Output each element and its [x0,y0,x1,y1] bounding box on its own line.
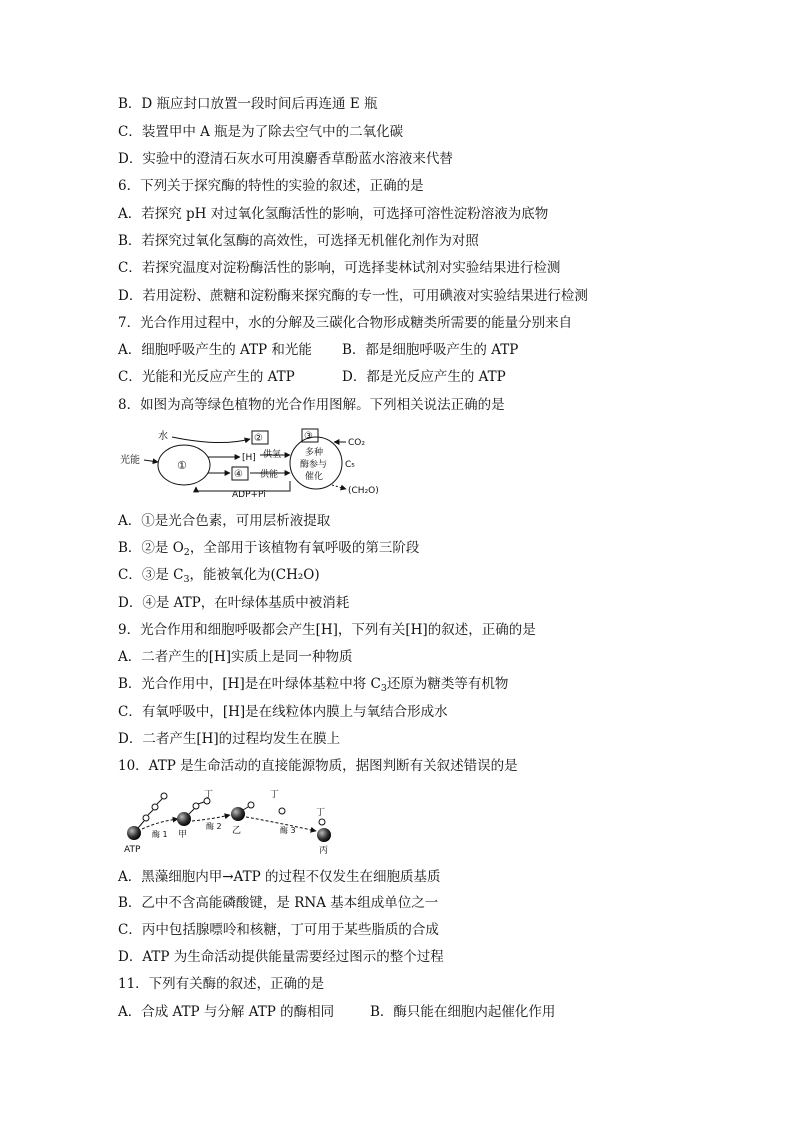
label-enz1: 多种 [305,448,324,458]
label-water: 水 [158,431,168,442]
q7-option-d: D．都是光反应产生的 ATP [342,369,506,385]
label-h: [H] [242,453,256,463]
atp-bond-1 [138,821,144,828]
q11-stem: 11．下列有关酶的叙述，正确的是 [118,976,325,992]
label-adp: ADP+Pi [232,490,266,499]
q6-option-b: B．若探究过氧化氢酶的高效性，可选择无机催化剂作为对照 [118,233,479,249]
label-supply-h: 供氢 [263,450,282,460]
q8-stem: 8．如图为高等绿色植物的光合作用图解。下列相关说法正确的是 [118,397,505,413]
yi-phosphate-1 [248,802,254,808]
label-supply-e: 供能 [260,470,279,480]
label-b2: ② [254,433,263,444]
atp-bond-3 [157,799,162,804]
label-ch2o: (CH₂O) [348,486,379,496]
q8-c-pre: C．③是 C [118,567,184,583]
q6-option-a: A．若探究 pH 对过氧化氢酶活性的影响，可选择可溶性淀粉溶液为底物 [118,206,549,222]
q11-option-a: A．合成 ATP 与分解 ATP 的酶相同 [118,1004,335,1020]
q7-option-b: B．都是细胞呼吸产生的 ATP [342,342,519,358]
q8-c-sub: 3 [183,574,190,585]
label-yi: 乙 [232,826,242,836]
q7-option-a: A．细胞呼吸产生的 ATP 和光能 [118,342,312,358]
label-enz1: 酶 1 [152,830,168,839]
q9-option-a: A．二者产生的[H]实质上是同一种物质 [118,649,353,665]
arrow-light [144,460,158,462]
q7-options-row1 [118,341,519,359]
label-c1: ① [177,459,187,472]
atp-ball [127,826,141,840]
arrow-enz2 [192,815,230,821]
q9-option-d: D．二者产生[H]的过程均发生在膜上 [118,731,341,747]
q10-option-b: B．乙中不含高能磷酸键，是 RNA 基本组成单位之一 [118,895,439,911]
label-co2: CO₂ [348,438,365,448]
bing-ball [317,828,331,842]
label-b4: ④ [234,469,243,480]
photosynthesis-diagram [120,425,382,499]
jia-bond-2 [198,802,204,804]
arrow-ch2o [332,485,346,489]
q5-option-b: B．D 瓶应封口放置一段时间后再连通 E 瓶 [118,96,378,112]
q7-stem: 7．光合作用过程中，水的分解及三碳化合物形成糖类所需要的能量分别来自 [118,315,573,331]
q8-b-sub: 2 [183,547,190,558]
q11-options-row1 [118,1003,556,1021]
atp-phosphate-3 [161,793,167,799]
jia-ball [177,812,191,826]
label-bing: 丙 [319,846,329,856]
arrow-water [172,437,250,443]
ding-phosphate [279,808,285,814]
q11-option-b: B．酶只能在细胞内起催化作用 [370,1004,556,1020]
q8-b-pre: B．②是 O [118,540,184,556]
label-b3: ③ [304,431,313,442]
label-enz2: 酶参与 [300,460,328,470]
q8-b-post: ，全部用于该植物有氧呼吸的第三阶段 [189,540,420,556]
q6-option-d: D．若用淀粉、蔗糖和淀粉酶来探究酶的专一性，可用碘液对实验结果进行检测 [118,288,588,304]
q9-option-c: C．有氧呼吸中，[H]是在线粒体内膜上与氧结合形成水 [118,704,448,720]
q8-option-b [118,539,419,562]
label-ding-1: 丁 [204,790,214,800]
label-ding-2: 丁 [270,790,280,800]
label-ding-3: 丁 [316,808,326,818]
yi-bond-1 [243,807,248,810]
q6-stem: 6．下列关于探究酶的特性的实验的叙述，正确的是 [118,178,424,194]
label-light: 光能 [120,455,140,466]
q10-option-a: A．黑藻细胞内甲→ATP 的过程不仅发生在细胞质基质 [118,869,441,885]
q9-b-pre: B．光合作用中，[H]是在叶绿体基粒中将 C [118,676,381,692]
q5-option-c: C．装置甲中 A 瓶是为了除去空气中的二氧化碳 [118,124,404,140]
q8-option-d: D．④是 ATP，在叶绿体基质中被消耗 [118,595,350,611]
label-enz3: 酶 3 [280,826,296,835]
q10-option-d: D．ATP 为生命活动提供能量需要经过图示的整个过程 [118,949,444,965]
label-atp: ATP [124,845,141,855]
q9-b-post: 还原为糖类等有机物 [386,676,509,692]
atp-bond-2 [148,810,153,815]
q7-options-row2 [118,368,506,386]
q10-option-c: C．丙中包括腺嘌呤和核糖，丁可用于某些脂质的合成 [118,922,439,938]
label-enz2: 酶 2 [206,822,222,831]
q6-option-c: C．若探究温度对淀粉酶活性的影响，可选择斐林试剂对实验结果进行检测 [118,260,561,276]
yi-ball [231,807,245,821]
q9-option-b [118,675,508,698]
q8-option-a: A．①是光合色素，可用层析液提取 [118,513,331,529]
q9-b-sub: 3 [380,683,387,694]
atp-phosphate-1 [143,815,149,821]
q7-option-c: C．光能和光反应产生的 ATP [118,369,295,385]
label-jia: 甲 [178,830,188,840]
label-enz3: 催化 [305,472,324,482]
q10-stem: 10．ATP 是生命活动的直接能源物质，据图判断有关叙述错误的是 [118,758,518,774]
q8-c-post: ，能被氧化为(CH₂O) [189,567,320,583]
q8-option-c [118,566,320,589]
jia-bond-1 [189,809,194,814]
label-c5: C₅ [345,460,355,470]
atp-phosphate-2 [152,804,158,810]
q5-option-d: D．实验中的澄清石灰水可用溴麝香草酚蓝水溶液来代替 [118,151,453,167]
q9-stem: 9．光合作用和细胞呼吸都会产生[H]，下列有关[H]的叙述，正确的是 [118,622,536,638]
atp-hydrolysis-diagram [120,785,342,857]
ding-phosphate-2 [319,819,325,825]
